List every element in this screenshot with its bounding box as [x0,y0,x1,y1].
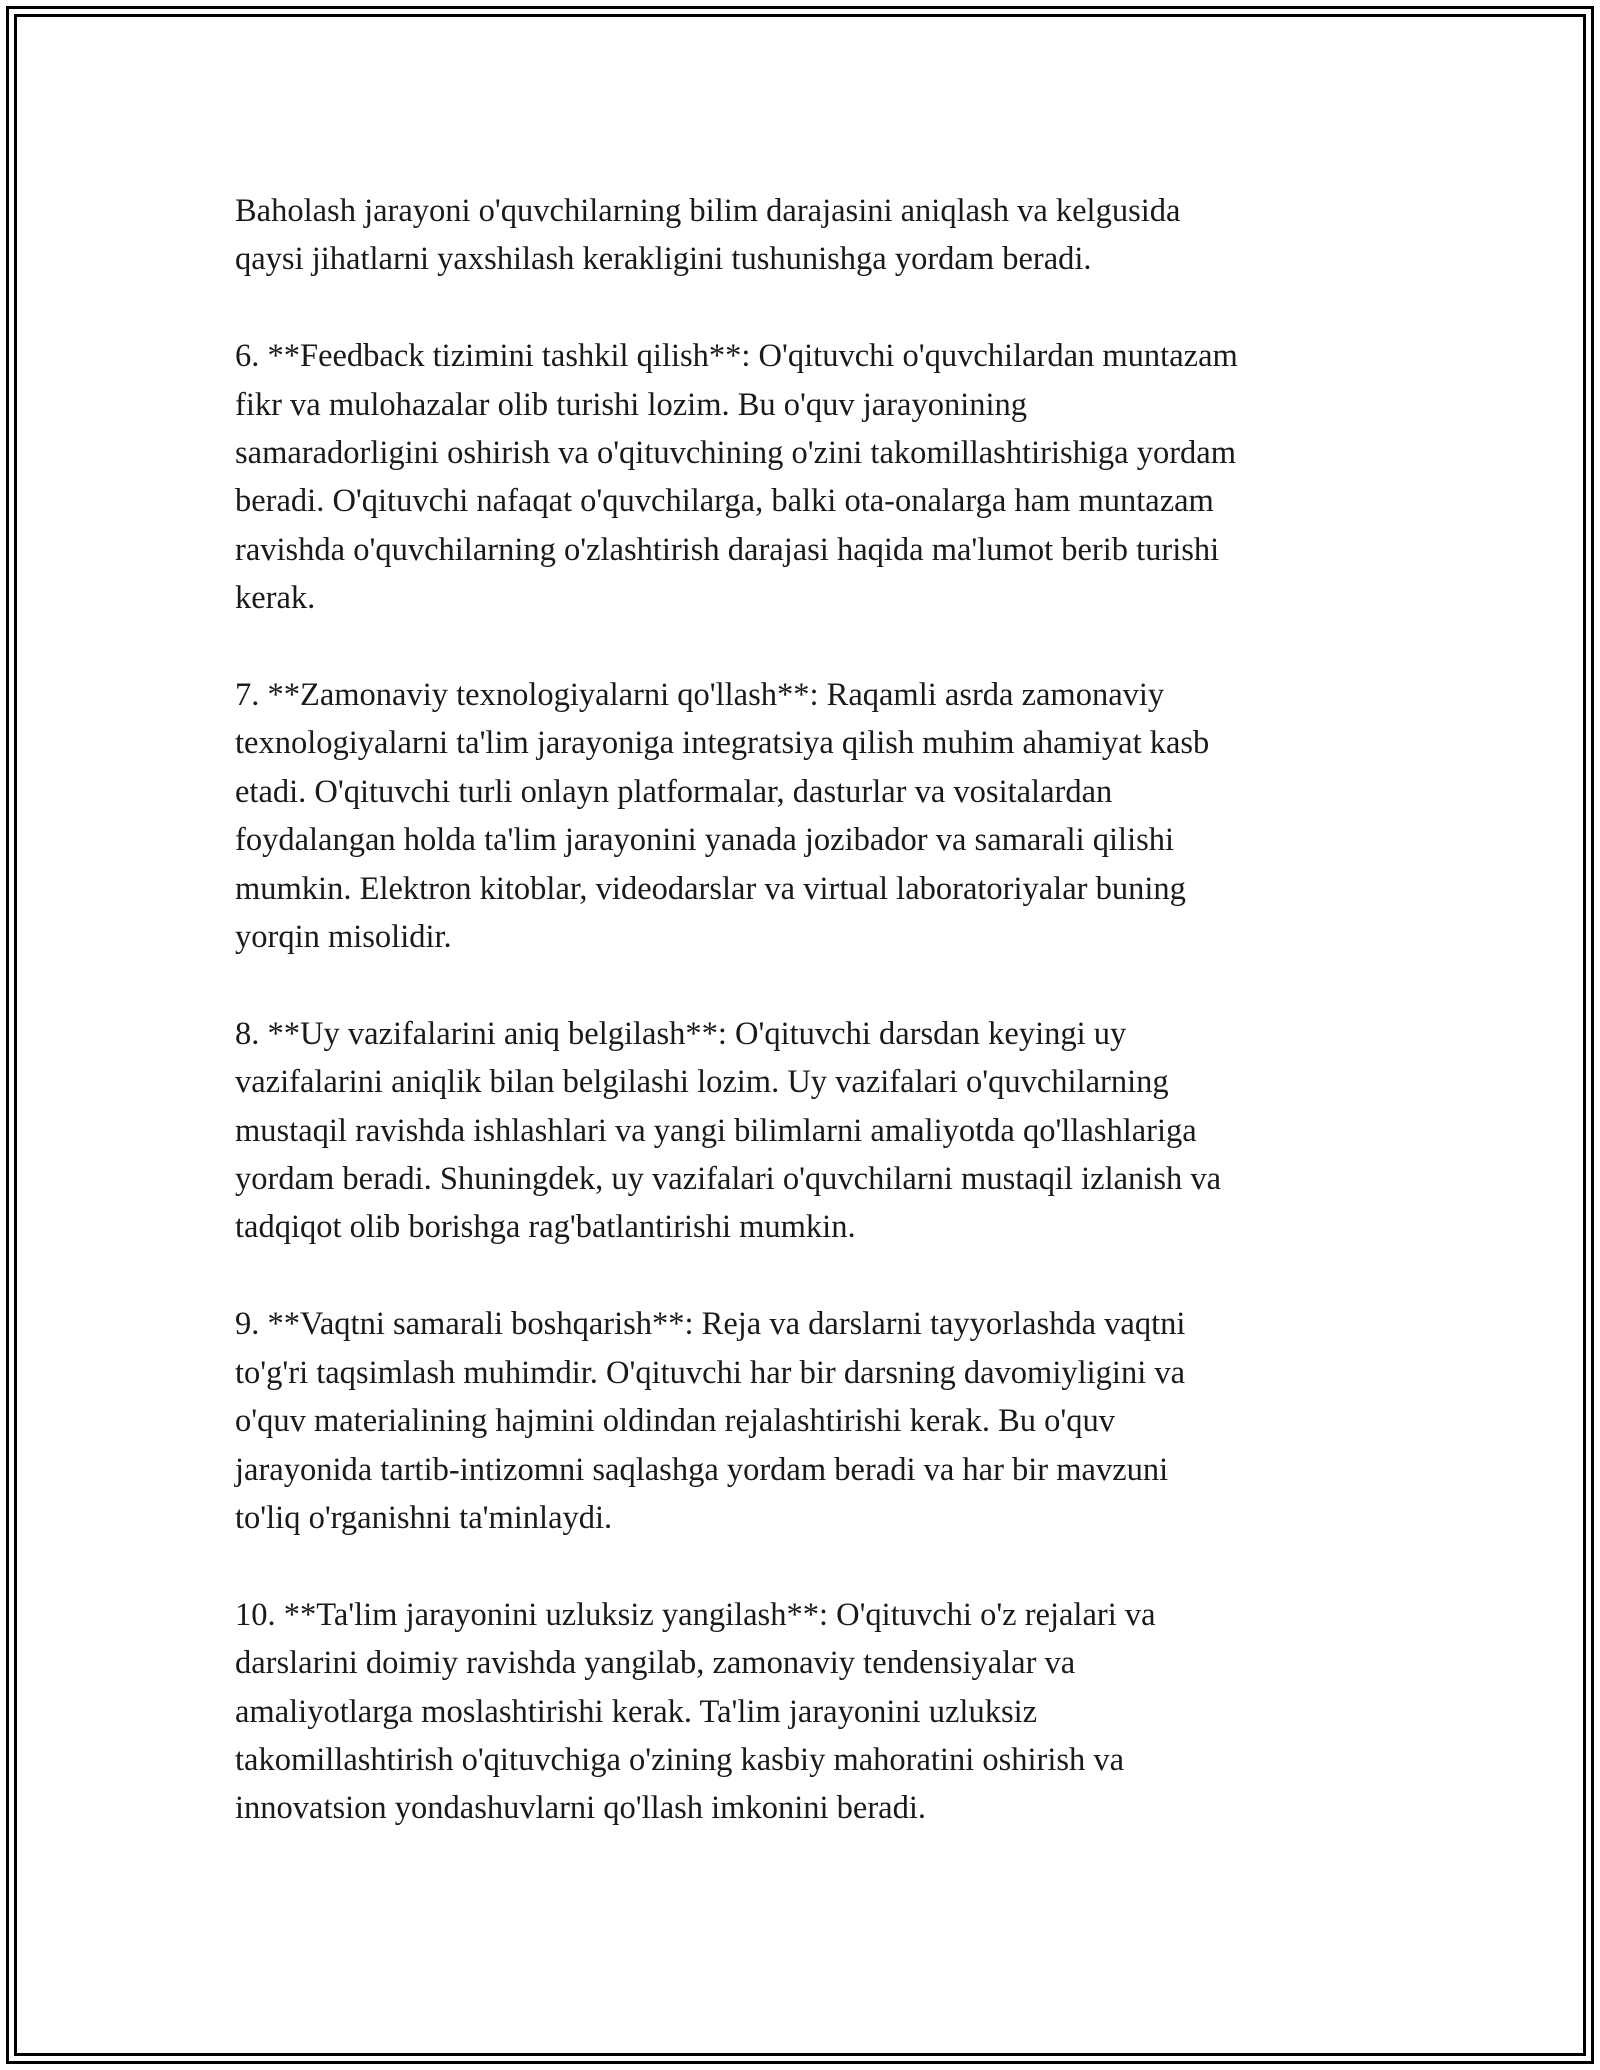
paragraph-item-10-continuous-update: 10. **Ta'lim jarayonini uzluksiz yangilash**: O'qituvchi o'z rejalari va darslarini doimiy ravishda yangilab, zamonaviy tendensiyalar va amaliyotlarga moslashtirishi kerak. Ta'lim jarayonini uzluksiz takomillashtirish o'qituvchiga o'zining kasbiy mahoratini oshirish va innovatsion yondashuvlarni qo'llash imkonini beradi. [235,1596,1156,1827]
paragraph-assessment-continuation: Baholash jarayoni o'quvchilarning bilim darajasini aniqlash va kelgusida qaysi jihatlarni yaxshilash kerakligini tushunishga yordam beradi. [235,193,1181,278]
paragraph-item-6-feedback: 6. **Feedback tizimini tashkil qilish**: O'qituvchi o'quvchilardan muntazam fikr va mulohazalar olib turishi lozim. Bu o'quv jarayonining samaradorligini oshirish va o'qituvchining o'zini takomillashtirishiga yordam beradi. O'qituvchi nafaqat o'quvchilarga, balki ota-onalarga ham muntazam ravishda o'quvchilarning o'zlashtirish darajasi haqida ma'lumot berib turishi kerak. [235,338,1238,617]
paragraph-item-8-homework: 8. **Uy vazifalarini aniq belgilash**: O'qituvchi darsdan keyingi uy vazifalarini aniqlik bilan belgilashi lozim. Uy vazifalari o'quvchilarning mustaqil ravishda ishlashlari va yangi bilimlarni amaliyotda qo'llashlariga yordam beradi. Shuningdek, uy vazifalari o'quvchilarni mustaqil izlanish va tadqiqot olib borishga rag'batlantirishi mumkin. [235,1015,1222,1246]
document-body [235,187,1385,1833]
paragraph-item-7-technology: 7. **Zamonaviy texnologiyalarni qo'llash**: Raqamli asrda zamonaviy texnologiyalarni ta'lim jarayoniga integratsiya qilish muhim ahamiyat kasb etadi. O'qituvchi turli onlayn platformalar, dasturlar va vositalardan foydalangan holda ta'lim jarayonini yanada jozibador va samarali qilishi mumkin. Elektron kitoblar, videodarslar va virtual laboratoriyalar buning yorqin misolidir. [235,677,1210,956]
paragraph-item-9-time-management: 9. **Vaqtni samarali boshqarish**: Reja va darslarni tayyorlashda vaqtni to'g'ri taqsimlash muhimdir. O'qituvchi har bir darsning davomiyligini va o'quv materialining hajmini oldindan rejalashtirishi kerak. Bu o'quv jarayonida tartib-intizomni saqlashga yordam beradi va har bir mavzuni to'liq o'rganishni ta'minlaydi. [235,1306,1186,1536]
